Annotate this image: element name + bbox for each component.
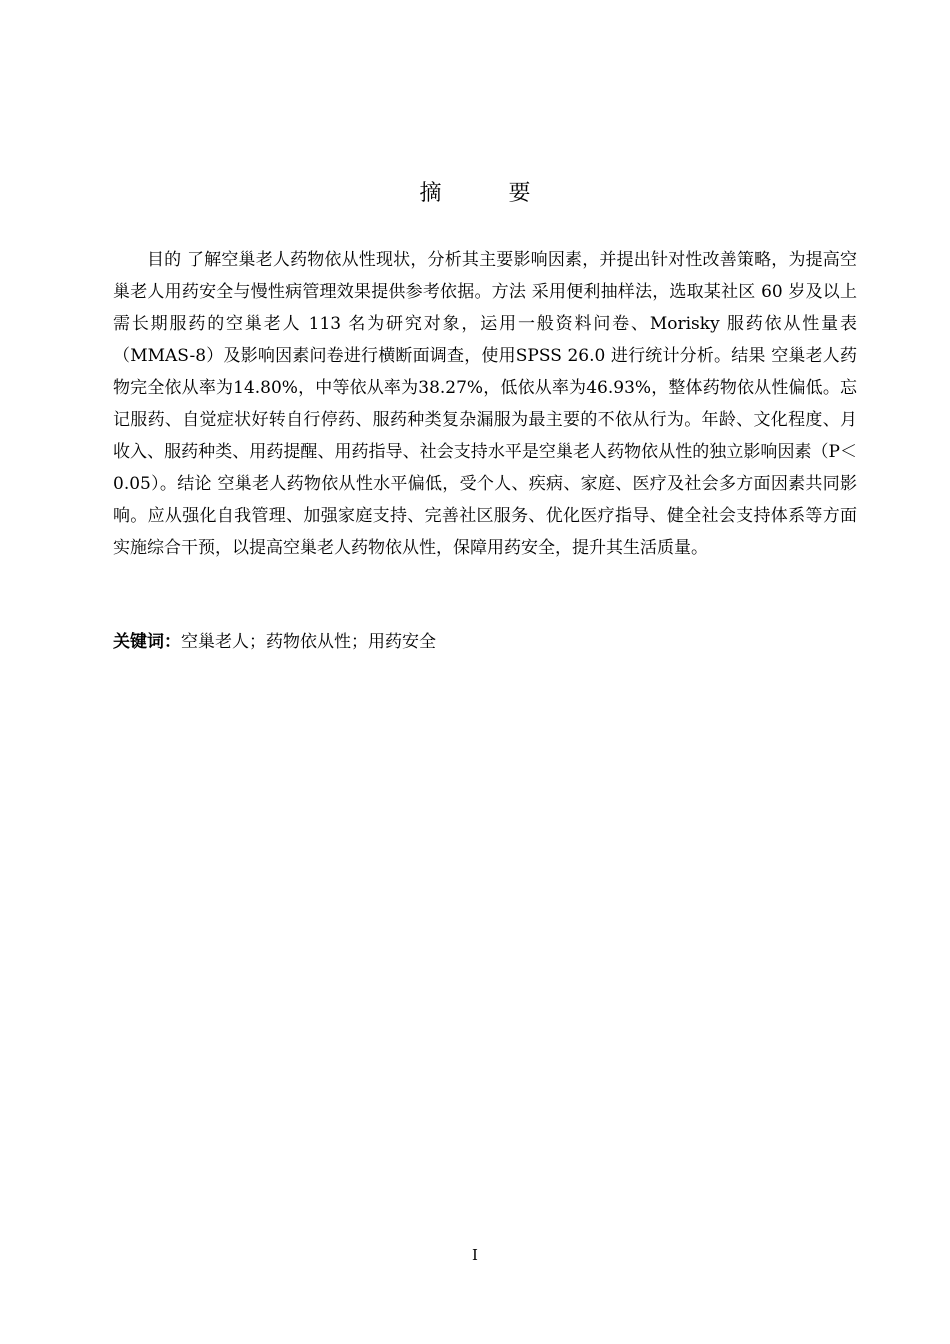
abstract-paragraph: 目的 了解空巢老人药物依从性现状，分析其主要影响因素，并提出针对性改善策略，为提高空巢老人用药安全与慢性病管理效果提供参考依据。方法 采用便利抽样法，选取某社区 60 岁及以上需长期服药的空巢老人 113 名为研究对象，运用一般资料问卷、Morisky 服药依从性量表（MMAS-8）及影响因素问卷进行横断面调查，使用SPSS 26.0 进行统计分析。结果 空巢老人药物完全依从率为14.80%，中等依从率为38.27%，低依从率为46.93%，整体药物依从性偏低。忘记服药、自觉症状好转自行停药、服药种类复杂漏服为最主要的不依从行为。年龄、文化程度、月收入、服药种类、用药提醒、用药指导、社会支持水平是空巢老人药物依从性的独立影响因素（P＜0.05）。结论 空巢老人药物依从性水平偏低，受个人、疾病、家庭、医疗及社会多方面因素共同影响。应从强化自我管理、加强家庭支持、完善社区服务、优化医疗指导、健全社会支持体系等方面实施综合干预，以提高空巢老人药物依从性，保障用药安全，提升其生活质量。 xyxy=(113,250,857,558)
keywords-label: 关键词： xyxy=(113,632,181,652)
page-number: I xyxy=(472,1246,478,1264)
abstract-title: 摘 要 xyxy=(419,181,561,206)
keywords-line xyxy=(113,626,857,658)
keywords-text: 空巢老人；药物依从性；用药安全 xyxy=(181,632,436,652)
